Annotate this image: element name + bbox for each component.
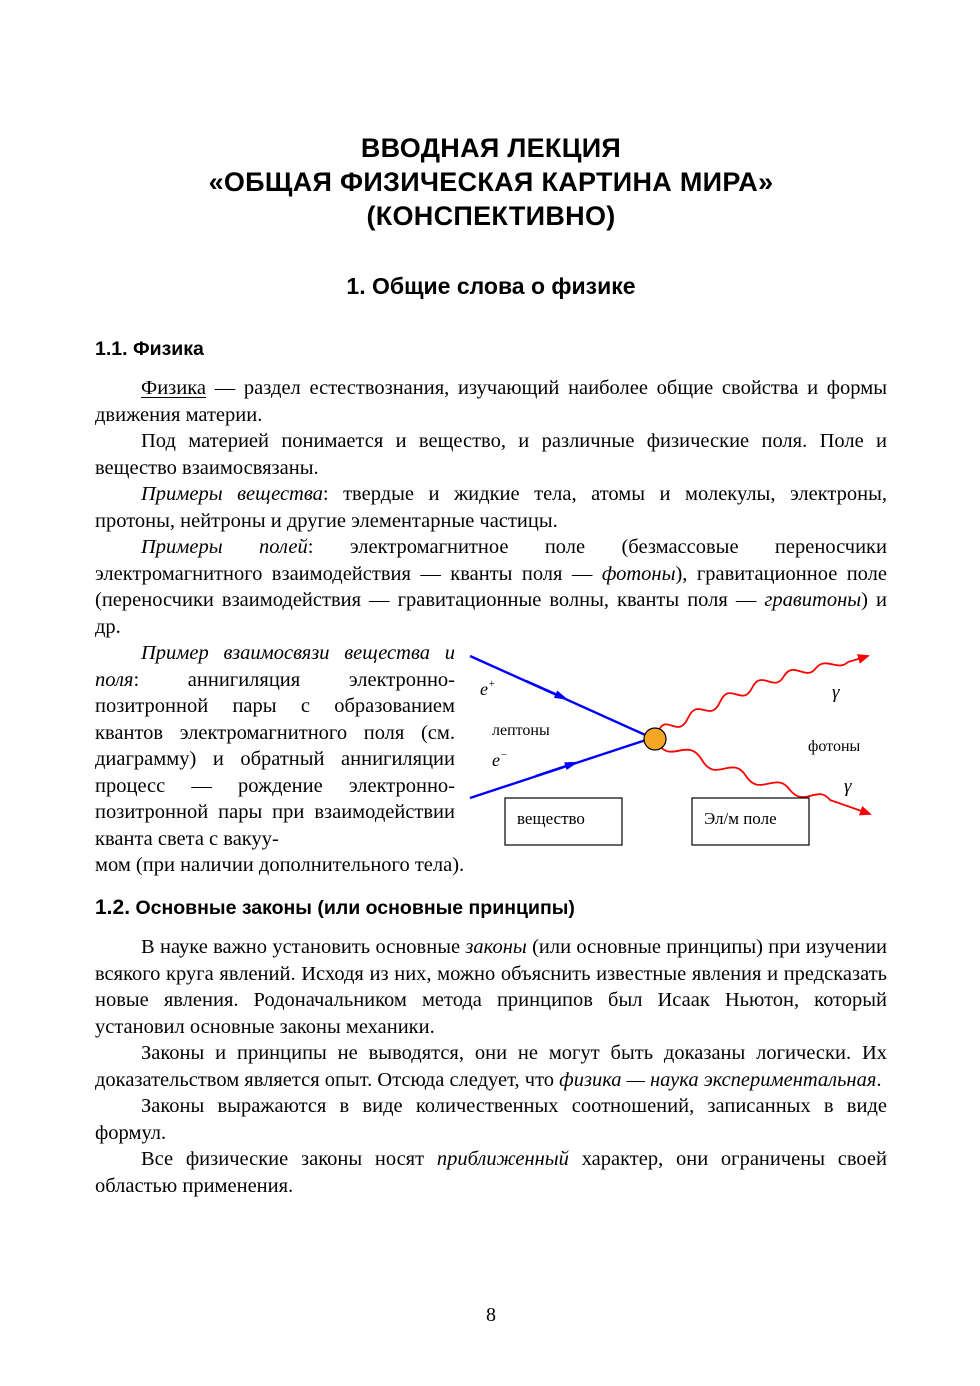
paragraph-matter: Под материей понимается и вещество, и различные физические поля. Поле и вещество взаимосвязаны. <box>95 430 887 479</box>
annihilation-diagram <box>466 648 880 852</box>
positron-arrow <box>526 681 562 697</box>
vertex-node <box>644 728 666 750</box>
electron-label: e− <box>492 749 508 770</box>
leptons-label: лептоны <box>492 722 550 739</box>
photons-label: фотоны <box>808 738 861 755</box>
paragraph-field-examples: Примеры полей: электромагнитное поле (безмассовые переносчики электромагнитного взаимодействия — кванты поля — фотоны), гравитационное поле (переносчики взаимодействия — гравитационные волны, кванты поля — гравитоны) и др. <box>95 536 887 638</box>
positron-label: e+ <box>480 678 496 699</box>
term-physics: Физика <box>141 377 206 399</box>
gamma-bottom-label: γ <box>844 776 852 797</box>
matter-box-label: вещество <box>517 809 585 828</box>
field-box-label: Эл/м поле <box>704 809 777 828</box>
title-line-1: ВВОДНАЯ ЛЕКЦИЯ <box>360 133 622 163</box>
title-line-2: «ОБЩАЯ ФИЗИЧЕСКАЯ КАРТИНА МИРА» <box>208 167 774 197</box>
paragraph-experiment: Законы и принципы не выводятся, они не могут быть доказаны логически. Их доказательством является опыт. Отсюда следует, что физика — наука экспериментальная. <box>95 1042 887 1091</box>
lecture-title <box>95 131 887 233</box>
gamma-top-label: γ <box>832 682 840 703</box>
paragraph-laws: В науке важно установить основные законы (или основные принципы) при изучении всякого круга явлений. Исходя из них, можно объяснить известные явления и предсказать новые явления. Родоначальником метода принципов был Исаак Ньютон, который установил основные законы механики. <box>95 936 887 1038</box>
subsection-1-1-body <box>95 375 887 640</box>
paragraph-matter-examples: Примеры вещества: твердые и жидкие тела, атомы и молекулы, электроны, протоны, нейтроны и другие элементарные частицы. <box>95 483 887 532</box>
page-number: 8 <box>486 1304 496 1326</box>
section-heading: 1. Общие слова о физике <box>346 273 636 299</box>
subsection-heading-1-2: 1.2. Основные законы (или основные принципы) <box>95 896 575 919</box>
paragraph-formulas: Законы выражаются в виде количественных соотношений, записанных в виде формул. <box>95 1095 887 1144</box>
subsection-1-2-body <box>95 934 887 1199</box>
wrapped-text-last-line: мом (при наличии дополнительного тела). <box>95 854 465 876</box>
wrapped-text-column: Пример взаимосвязи вещества и поля: аннигиляция электронно-позитронной пары с образованием квантов электромагнитного поля (см. диаграмму) и обратный аннигиляции процесс — рождение электронно-позитронной пары при взаимодействии кванта света с вакуу- <box>95 642 455 850</box>
paragraph-definition: Физика — раздел естествознания, изучающий наиболее общие свойства и формы движения материи. <box>95 377 887 426</box>
subsection-heading-1-1: 1.1. Физика <box>95 338 204 360</box>
electron-arrow <box>536 764 572 776</box>
title-line-3: (КОНСПЕКТИВНО) <box>366 201 616 231</box>
paragraph-approximate: Все физические законы носят приближенный характер, они ограничены своей областью применения. <box>95 1148 887 1197</box>
